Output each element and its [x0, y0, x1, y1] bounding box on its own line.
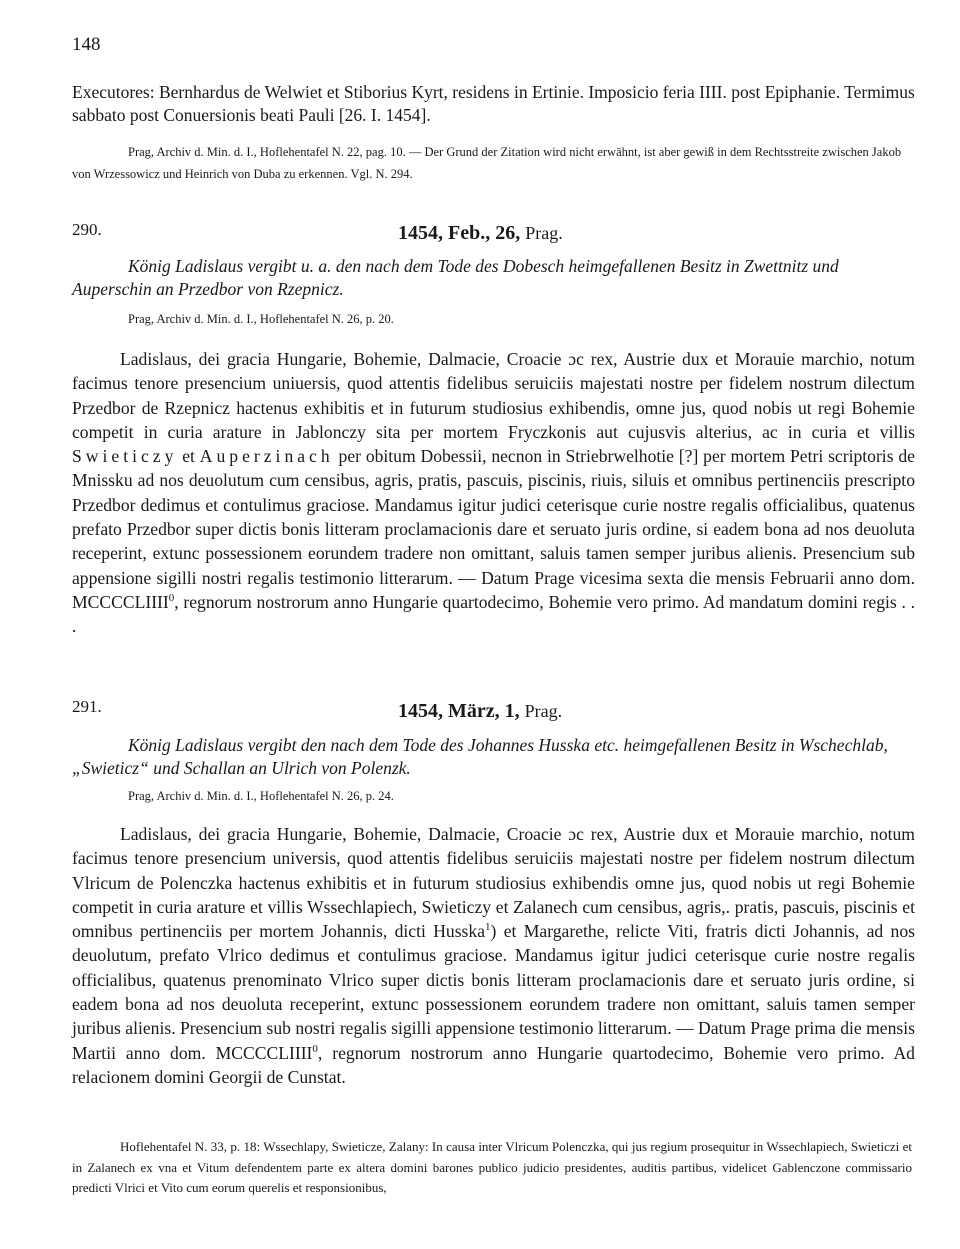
place-name-spaced: Swieticzy: [72, 446, 178, 467]
charter-text-part: per obitum Dobessii, necnon in Striebrwelhotie [?] per mortem Petri scriptoris de Mnissku ad nos deuolutum cum censibus, agris, pratis, pascuis, piscinis, riuis, siluis et omnibus pertinenciis prescripto Przedbor dedimus et contulimus graciose. Mandamus igitur judici ceterisque curie nostre regalis officialibus, quatenus prefato Przedbor super dictis bonis litteram proclamacionis dare et seruato juris ordine, si eadem bona ad nos deuoluta receperint, extunc possessionem eorundem tradere non omittant, saluis tamen semper juribus alienis. Presencium sub appensione sigilli nostri regalis testimonio litterarum. — Datum Prage vicesima sexta die mensis Februarii anno dom. MCCCCLIIII: [72, 446, 915, 612]
superscript: 0: [168, 592, 175, 605]
entry-regest: [72, 734, 922, 780]
entry-number: 290.: [72, 220, 102, 239]
page-number: 148: [72, 34, 101, 55]
charter-text-part: , regnorum nostrorum anno Hungarie quartodecimo, Bohemie vero primo. Ad relacionem domini Georgii de Cunstat.: [72, 1042, 915, 1087]
charter-text-part: , regnorum nostrorum anno Hungarie quartodecimo, Bohemie vero primo. Ad mandatum domini regis . . .: [72, 591, 915, 637]
entry-date: [398, 222, 563, 245]
entry-date-text: 1454, März, 1,: [398, 700, 520, 722]
place-name-spaced: Auperzinach: [199, 446, 334, 467]
entry-place: Prag.: [525, 223, 563, 243]
charter-text: [72, 347, 915, 639]
charter-paragraph: [72, 822, 915, 1089]
entry-regest-text: König Ladislaus vergibt den nach dem Tode des Johannes Husska etc. heimgefallenen Besitz in Wschechlab, „Swieticz“ und Schallan an Ulrich von Polenzk.: [72, 735, 888, 778]
entry-date-text: 1454, Feb., 26,: [398, 222, 521, 244]
footnote-marker: 1: [485, 921, 491, 934]
entry-regest-text: König Ladislaus vergibt u. a. den nach dem Tode des Dobesch heimgefallenen Besitz in Zwettnitz und Auperschin an Przedbor von Rzepnicz.: [72, 256, 839, 299]
charter-text-part: et: [182, 446, 195, 467]
header-note-text: Prag, Archiv d. Min. d. I., Hoflehentafel N. 22, pag. 10. — Der Grund der Zitation wird nicht erwähnt, ist aber gewiß in dem Rechtsstreite zwischen Jakob von Wrzessowicz und Heinrich von Duba zu erkennen. Vgl. N. 294.: [72, 145, 902, 181]
entry-source: Prag, Archiv d. Min. d. I., Hoflehentafel N. 26, p. 20.: [128, 312, 394, 326]
footnote: [72, 1137, 912, 1199]
charter-text-part: Ladislaus, dei gracia Hungarie, Bohemie, Dalmacie, Croacie ɔc rex, Austrie dux et Morauie marchio, notum facimus tenore presencium universis, quod attentis fidelibus seruiciis majestati nostre per fidelem nostrum dilectum Vlricum de Polenczka hactenus exhibitis et in futurum studiosius exhibendis omne jus, quod nobis ut regi Bohemie competit in curia arature et villis Wssechlapiech, Swieticzy et Zalanech cum censibus, agris,. pratis, pascuis, piscinis et omnibus pertinenciis per mortem Johannis, dicti Husska: [72, 824, 915, 942]
entry-date: [398, 700, 562, 723]
entry-place: Prag.: [524, 701, 563, 721]
entry-number: 291.: [72, 697, 102, 716]
header-paragraph: Executores: Bernhardus de Welwiet et Stiborius Kyrt, residens in Ertinie. Imposicio feria IIII. post Epiphanie. Termimus sabbato post Conuersionis beati Pauli [26. I. 1454].: [72, 82, 915, 125]
charter-text-part: ) et Margarethe, relicte Viti, fratris dicti Johannis, ad nos deuolutum, prefato Vlrico dedimus et contulimus graciose. Mandamus igitur judici ceterisque curie nostre regalis officialibus, quatenus prenominato Vlrico super dictis bonis litteram proclamacionis dare et seruato juris ordine, si eadem bona ad nos deuoluta receperint, extunc possessionem eorundem tradere non omittant, saluis tamen semper juribus alienis. Presencium sub nostri regalis sigilli appensione testimonio litterarum. — Datum Prage prima die mensis Martii anno dom. MCCCCLIIII: [72, 921, 916, 1063]
charter-paragraph: [72, 347, 915, 639]
charter-text-part: Ladislaus, dei gracia Hungarie, Bohemie, Dalmacie, Croacie ɔc rex, Austrie dux et Morauie marchio, notum facimus tenore presencium uniuersis, quod attentis fidelibus seruiciis majestati nostre per fidelem nostrum dilectum Przedbor de Rzepnicz hactenus exhibitis et in futurum studiosius exhibendis, omne jus, quod nobis ut regi Bohemie competit in curia arature in Jablonczy sita per mortem Fryczkonis aut cujusvis alterius, ac in curia et villis: [72, 349, 915, 442]
charter-text: [72, 822, 915, 1089]
entry-source: Prag, Archiv d. Min. d. I., Hoflehentafel N. 26, p. 24.: [128, 789, 394, 803]
superscript: 0: [312, 1042, 318, 1055]
header-note: [72, 141, 922, 185]
entry-regest: [72, 255, 922, 301]
footnote-text: Hoflehentafel N. 33, p. 18: Wssechlapy, Swieticze, Zalany: In causa inter Vlricum Polenczka, qui jus regium prosequitur in Wssechlapiech, Swieticzi et in Zalanech ex vna et Vitum defendentem parte ex altera domini barones publico judicio presidentes, auditis partibus, videlicet Gablenczone commissario predicti Vlrici et Vito cum eorum querelis et responsionibus,: [72, 1139, 912, 1195]
